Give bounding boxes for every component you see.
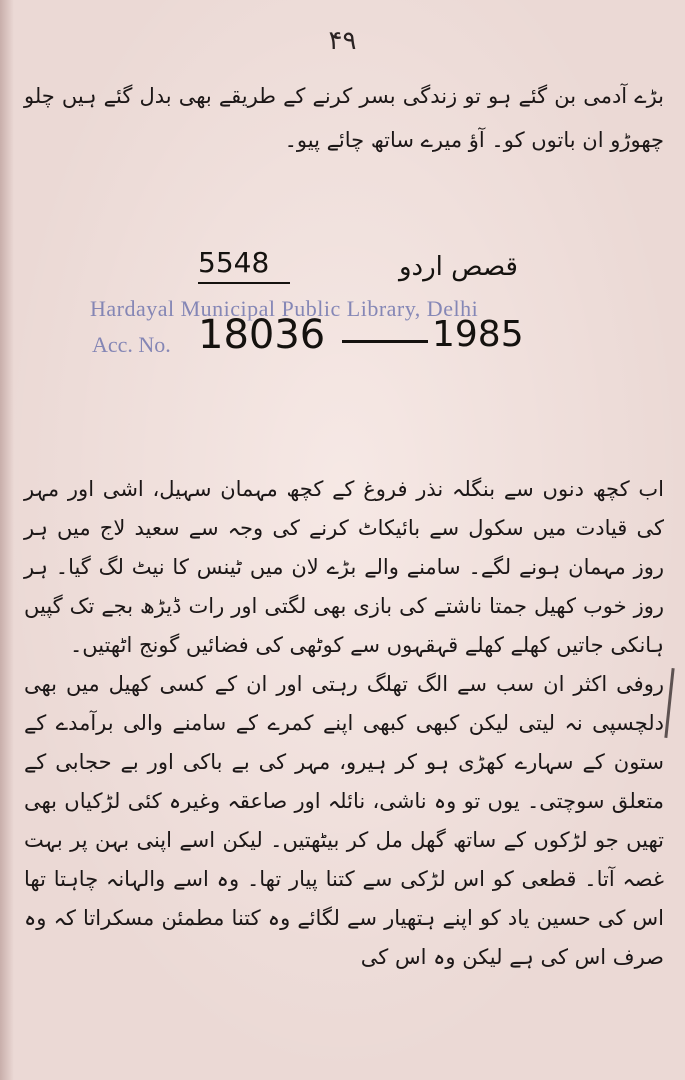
stamp-library-name: Hardayal Municipal Public Library, Delhi (90, 296, 479, 321)
body-paragraph-1: اب کچھ دنوں سے بنگلہ نذر فروغ کے کچھ مہمان سہیل، اشی اور مہر کی قیادت میں سکول سے بائیکاٹ کرنے کی وجہ سے سعید لاج میں ہر روز مہمان ہونے لگے۔ سامنے والے بڑے لان میں ٹینس کا نیٹ لگ گیا۔ ہر روز خوب کھیل جمتا ناشتے کی بازی بھی لگتی اور رات ڈیڑھ بجے تک گپیں ہانکی جاتیں کھلے کھلے قہقہوں سے کوٹھی کی فضائیں گونج اٹھتیں۔ (24, 477, 664, 657)
library-stamp (80, 246, 600, 382)
handwritten-year: 1985 (432, 314, 524, 355)
stamp-acc-label: Acc. No. (92, 332, 171, 357)
handwritten-class-number: 5548 (198, 246, 270, 279)
handwritten-acc-number: 18036 (198, 312, 326, 358)
page-number: ۴۹ (328, 26, 357, 56)
page-edge-shadow (0, 0, 14, 1080)
handwritten-dash (342, 340, 428, 343)
margin-pen-mark (664, 668, 674, 738)
top-paragraph: بڑے آدمی بن گئے ہو تو زندگی بسر کرنے کے طریقے بھی بدل گئے ہیں چلو چھوڑو ان باتوں کو۔ آؤ میرے ساتھ چائے پیو۔ (24, 84, 664, 152)
body-paragraph-2: روفی اکثر ان سب سے الگ تھلگ رہتی اور ان کے کسی کھیل میں بھی دلچسپی نہ لیتی لیکن کبھی کبھی اپنے کمرے کے سامنے والی برآمدے کے ستون کے سہارے کھڑی ہو کر ہیرو، مہر کی بے باکی اور بے حجابی کے متعلق سوچتی۔ یوں تو وہ ناشی، نائلہ اور صاعقہ وغیرہ کئی لڑکیاں بھی تھیں جو لڑکوں کے ساتھ گھل مل کر بیٹھتیں۔ لیکن اسے اپنی بہن پر بہت غصہ آتا۔ قطعی کو اس لڑکی سے کتنا پیار تھا۔ وہ اسے والہانہ چاہتا تھا اس کی حسین یاد کو اپنے ہتھیار سے لگائے وہ کتنا مطمئن مسکراتا کہ وہ صرف اس کی ہے لیکن وہ اس کی (24, 672, 664, 969)
handwritten-class-subject: قصص اردو (398, 252, 518, 282)
class-number-underline (198, 282, 290, 284)
body-text (24, 470, 664, 977)
